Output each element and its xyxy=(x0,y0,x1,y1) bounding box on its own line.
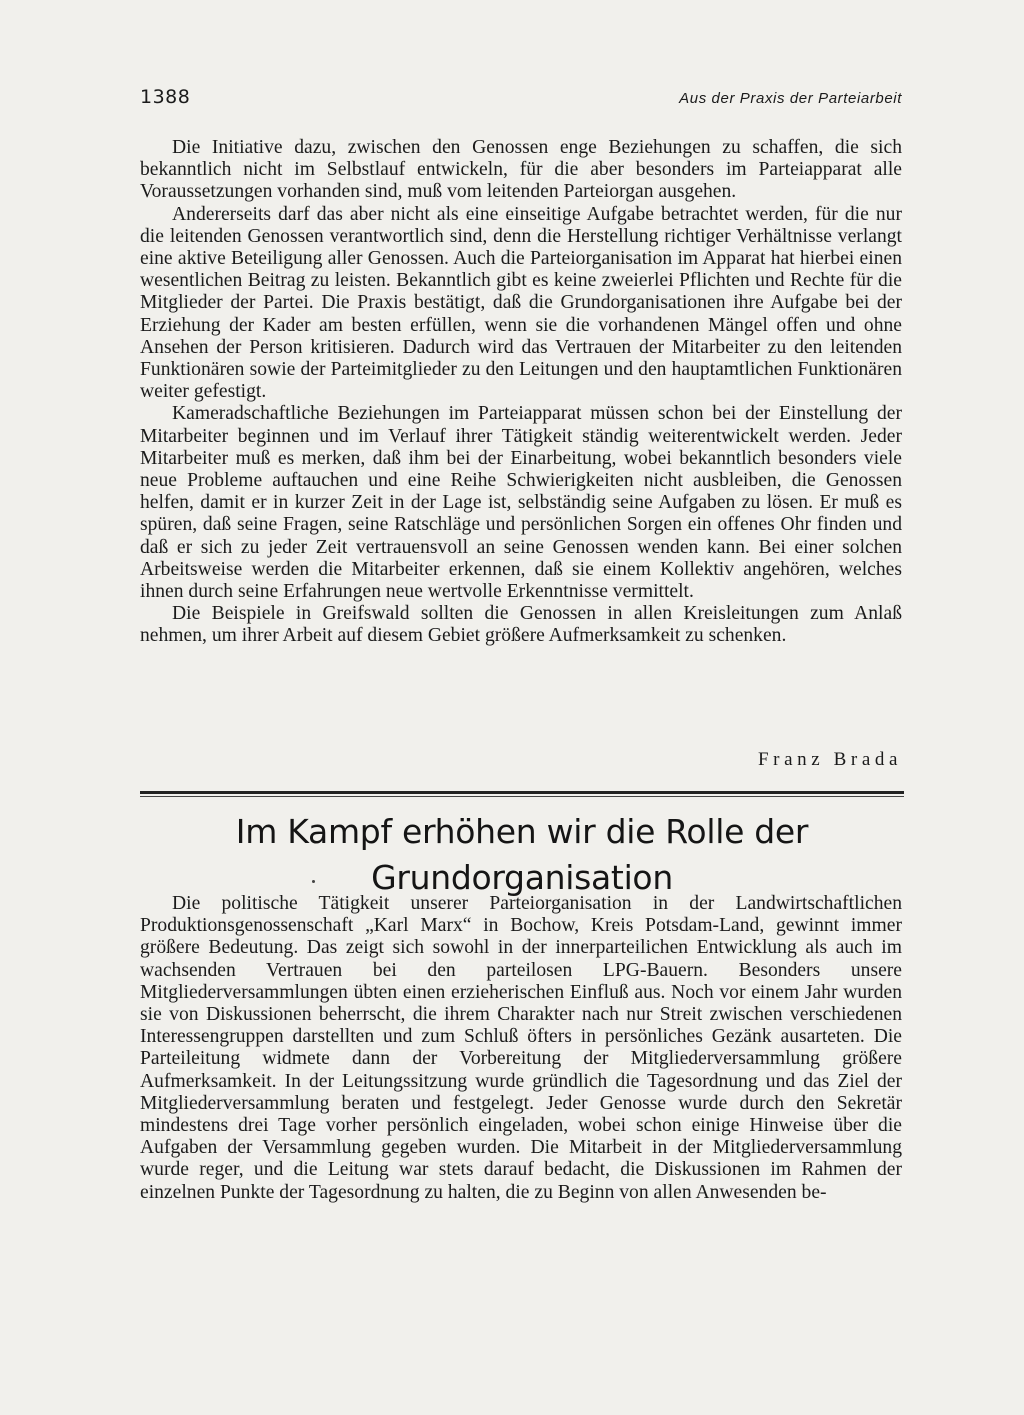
page-header xyxy=(140,86,904,112)
paragraph: Die Initiative dazu, zwischen den Genossen enge Beziehungen zu schaffen, die sich bekanntlich nicht im Selbstlauf entwickeln, für die aber besonders im Parteiapparat alle Voraussetzungen vorhanden sind, muß vom leitenden Parteiorgan ausgehen. xyxy=(140,137,902,203)
author-signature: Franz Brada xyxy=(758,749,902,770)
page-number: 1388 xyxy=(140,86,191,108)
paragraph: Die Beispiele in Greifswald sollten die Genossen in allen Kreisleitungen zum Anlaß nehmen, um ihrer Arbeit auf diesem Gebiet größere Aufmerksamkeit zu schenken. xyxy=(140,603,902,647)
paragraph: Die politische Tätigkeit unserer Parteiorganisation in der Landwirtschaftlichen Produktionsgenossenschaft „Karl Marx“ in Bochow, Kreis Potsdam-Land, gewinnt immer größere Bedeutung. Das zeigt sich sowohl in der innerparteilichen Entwicklung als auch im wachsenden Vertrauen bei den parteilosen LPG-Bauern. Besonders unsere Mitgliederversammlungen übten einen erzieherischen Einfluß aus. Noch vor einem Jahr wurden sie von Diskussionen beherrscht, die ihrem Charakter nach nur Streit zwischen verschiedenen Interessengruppen darstellten und zum Schluß öfters in persönliches Gezänk ausarteten. Die Parteileitung widmete dann der Vorbereitung der Mitgliederversammlung größere Aufmerksamkeit. In der Leitungssitzung wurde gründlich die Tagesordnung und das Ziel der Mitgliederversammlung beraten und festgelegt. Jeder Genosse wurde durch den Sekretär mindestens drei Tage vorher persönlich eingeladen, wobei schon einige Hinweise über die Aufgaben der Versammlung gegeben wurden. Die Mitarbeit in der Mitgliederversammlung wurde reger, und die Leitung war stets darauf bedacht, die Diskussionen im Rahmen der einzelnen Punkte der Tagesordnung zu halten, die zu Beginn von allen Anwesenden be- xyxy=(140,893,902,1203)
paragraph: Andererseits darf das aber nicht als eine einseitige Aufgabe betrachtet werden, für die nur die leitenden Genossen verantwortlich sind, denn die Herstellung richtiger Verhältnisse verlangt eine aktive Beteiligung aller Genossen. Auch die Parteiorganisation im Apparat hat hierbei einen wesentlichen Beitrag zu leisten. Bekanntlich gibt es keine zweierlei Pflichten und Rechte für die Mitglieder der Partei. Die Praxis bestätigt, daß die Grundorganisationen ihre Aufgabe bei der Erziehung der Kader am besten erfüllen, wenn sie die vorhandenen Mängel offen und ohne Ansehen der Person kritisieren. Dadurch wird das Vertrauen der Mitarbeiter zu den leitenden Funktionären sowie der Parteimitglieder zu den Leitungen und den hauptamtlichen Funktionären weiter gefestigt. xyxy=(140,203,902,403)
section-divider xyxy=(140,791,904,794)
article-continuation xyxy=(140,137,902,648)
article-body xyxy=(140,893,902,1204)
article-title xyxy=(140,809,904,901)
article-title-line-2: Grundorganisation xyxy=(371,858,673,897)
section-divider-thin xyxy=(140,796,904,797)
print-speck xyxy=(312,880,315,883)
running-head: Aus der Praxis der Parteiarbeit xyxy=(679,90,902,107)
paragraph: Kameradschaftliche Beziehungen im Parteiapparat müssen schon bei der Einstellung der Mitarbeiter beginnen und im Verlauf ihrer Tätigkeit ständig weiterentwickelt werden. Jeder Mitarbeiter muß es merken, daß ihm bei der Einarbeitung, wobei bekanntlich besonders viele neue Probleme auftauchen und eine Reihe Schwierigkeiten nicht ausbleiben, die Genossen helfen, damit er in kurzer Zeit in der Lage ist, selbständig seine Aufgaben zu lösen. Er muß es spüren, daß seine Fragen, seine Ratschläge und persönlichen Sorgen ein offenes Ohr finden und daß er sich zu jeder Zeit vertrauensvoll an seine Genossen wenden kann. Bei einer solchen Arbeitsweise werden die Mitarbeiter erkennen, daß sie einem Kollektiv angehören, welches ihnen durch seine Erfahrungen neue wertvolle Erkenntnisse vermittelt. xyxy=(140,403,902,603)
article-title-line-1: Im Kampf erhöhen wir die Rolle der xyxy=(235,812,809,851)
